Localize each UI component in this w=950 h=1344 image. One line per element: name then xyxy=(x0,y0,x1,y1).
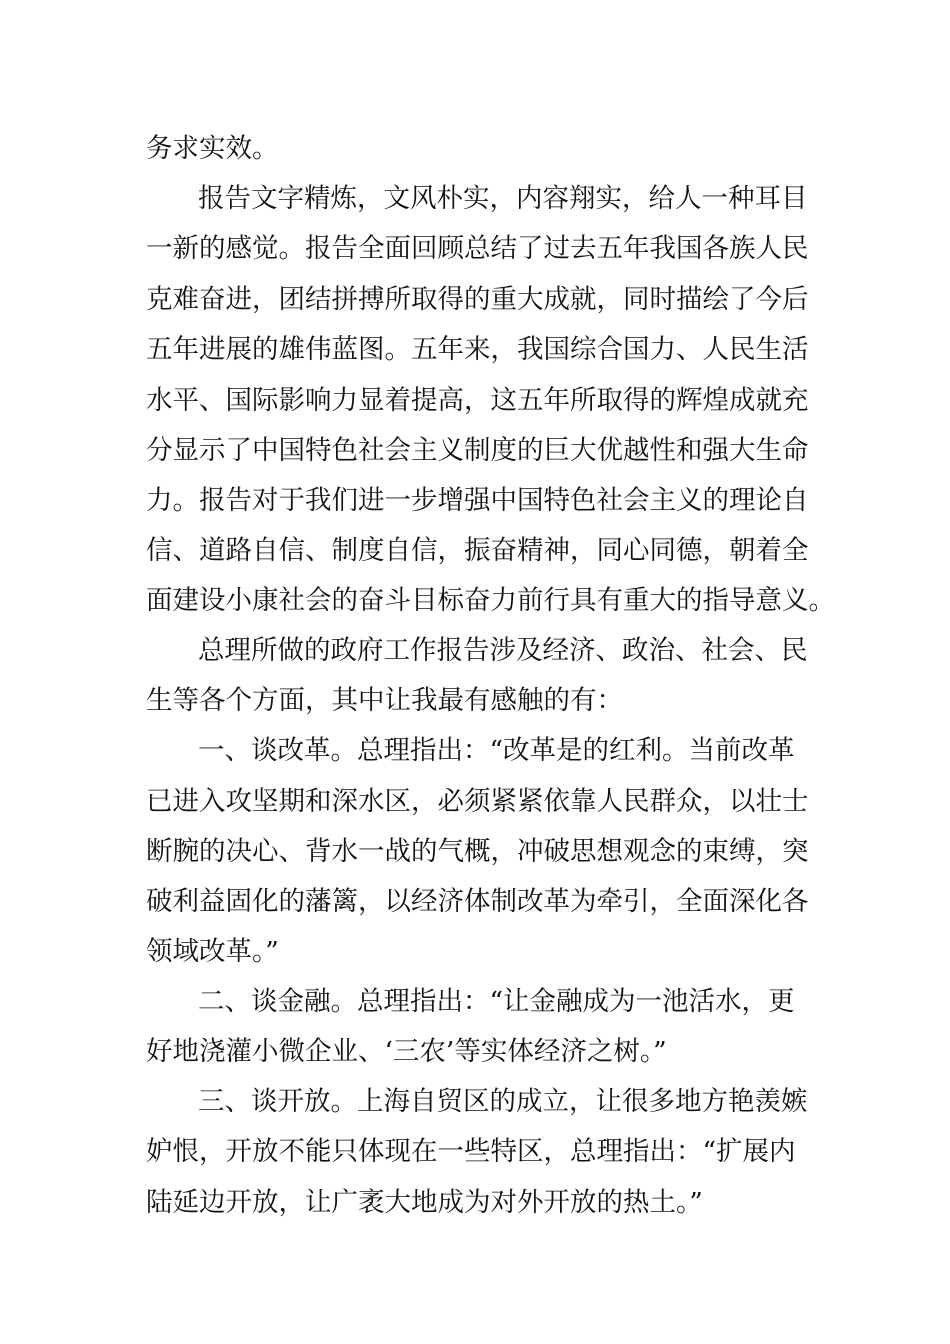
text-line-22: 陆延边开放，让广袤大地成为对外开放的热土。” xyxy=(146,1187,703,1218)
text-line-2: 报告文字精炼，文风朴实，内容翔实，给人一种耳目 xyxy=(198,183,808,214)
text-line-1: 务求实效。 xyxy=(146,133,279,164)
text-line-7: 分显示了中国特色社会主义制度的巨大优越性和强大生命 xyxy=(146,435,809,466)
text-line-9: 信、道路自信、制度自信，振奋精神，同心同德，朝着全 xyxy=(146,535,809,566)
text-line-14: 已进入攻坚期和深水区，必须紧紧依靠人民群众，以壮士 xyxy=(146,786,809,817)
text-line-16: 破利益固化的藩篱，以经济体制改革为牵引，全面深化各 xyxy=(146,886,809,917)
text-line-15: 断腕的决心、背水一战的气概，冲破思想观念的束缚，突 xyxy=(146,836,809,867)
text-line-17: 领域改革。” xyxy=(146,936,279,967)
text-line-19: 好地浇灌小微企业、‘三农’等实体经济之树。” xyxy=(146,1036,667,1067)
text-line-4: 克难奋进，团结拼搏所取得的重大成就，同时描绘了今后 xyxy=(146,284,809,315)
text-line-11: 总理所做的政府工作报告涉及经济、政治、社会、民 xyxy=(198,635,808,666)
text-line-21: 妒恨，开放不能只体现在一些特区，总理指出：“扩展内 xyxy=(146,1136,796,1167)
text-line-5: 五年进展的雄伟蓝图。五年来，我国综合国力、人民生活 xyxy=(146,334,809,365)
text-line-6: 水平、国际影响力显着提高，这五年所取得的辉煌成就充 xyxy=(146,385,809,416)
text-line-12: 生等各个方面，其中让我最有感触的有： xyxy=(146,685,623,716)
text-line-8: 力。报告对于我们进一步增强中国特色社会主义的理论自 xyxy=(146,485,809,516)
text-line-3: 一新的感觉。报告全面回顾总结了过去五年我国各族人民 xyxy=(146,233,809,264)
text-line-10: 面建设小康社会的奋斗目标奋力前行具有重大的指导意义。 xyxy=(146,585,835,616)
text-line-13: 一、谈改革。总理指出：“改革是的红利。当前改革 xyxy=(198,735,795,766)
text-line-20: 三、谈开放。上海自贸区的成立，让很多地方艳羡嫉 xyxy=(198,1086,808,1117)
text-line-18: 二、谈金融。总理指出：“让金融成为一池活水，更 xyxy=(198,986,795,1017)
